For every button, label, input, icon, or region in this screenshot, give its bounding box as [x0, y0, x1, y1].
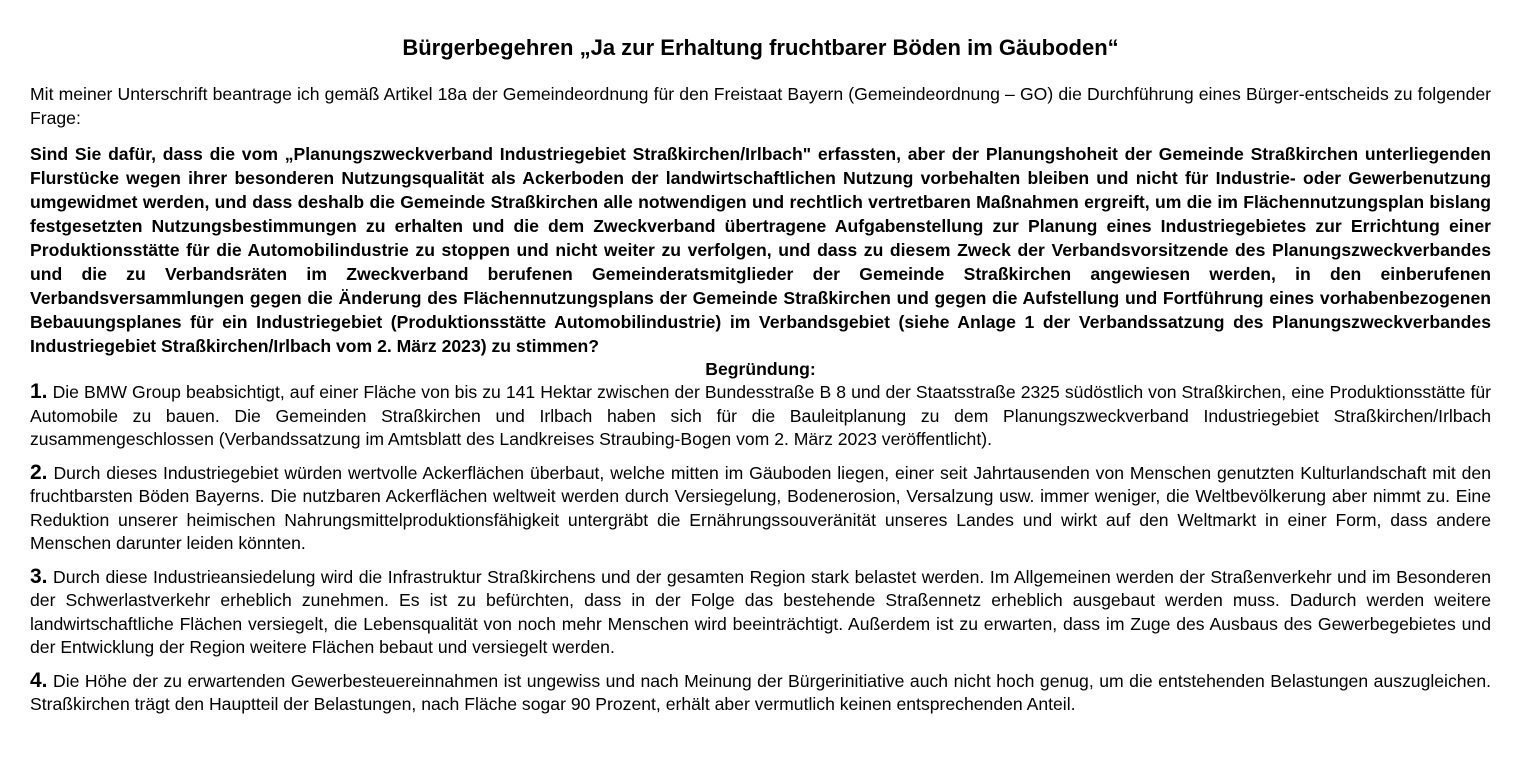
reason-text: Die Höhe der zu erwartenden Gewerbesteuereinnahmen ist ungewiss und nach Meinung der Bürgerinitiative auch nicht hoch genug, um die entstehenden Belastungen auszugleichen. Straßkirchen trägt den Hauptteil der Belastungen, nach Fläche sogar 90 Prozent, erhält aber vermutlich keinen entsprechenden Anteil.	[30, 670, 1491, 714]
reason-text: Durch dieses Industriegebiet würden wertvolle Ackerflächen überbaut, welche mitten im Gäuboden liegen, einer seit Jahrtausenden von Menschen genutzten Kulturlandschaft mit den fruchtbarsten Böden Bayerns. Die nutzbaren Ackerflächen weltweit werden durch Versiegelung, Bodenerosion, Versalzung usw. immer weniger, die Weltbevölkerung aber nimmt zu. Eine Reduktion unserer heimischen Nahrungsmittelproduktionsfähigkeit untergräbt die Ernährungssouveränität unseres Landes und wirkt auf den Weltmarkt in einer Form, dass andere Menschen darunter leiden könnten.	[30, 462, 1491, 553]
reason-number: 2.	[30, 460, 48, 484]
reason-paragraph	[30, 461, 1491, 556]
reason-paragraph	[30, 380, 1491, 452]
intro-paragraph: Mit meiner Unterschrift beantrage ich gemäß Artikel 18a der Gemeindeordnung für den Freistaat Bayern (Gemeindeordnung – GO) die Durchführung eines Bürger-entscheids zu folgender Frage:	[30, 84, 1491, 128]
reason-number: 3.	[30, 564, 48, 588]
reasons-heading: Begründung:	[705, 359, 816, 379]
reason-paragraph	[30, 669, 1491, 717]
reason-text: Durch diese Industrieansiedelung wird die Infrastruktur Straßkirchens und der gesamten Region stark belastet werden. Im Allgemeinen werden der Straßenverkehr und im Besonderen der Schwerlastverkehr erheblich zunehmen. Es ist zu befürchten, dass in der Folge das bestehende Straßennetz erheblich ausgebaut werden muss. Dadurch werden weitere landwirtschaftliche Flächen versiegelt, die Lebensqualität von noch mehr Menschen wird beeinträchtigt. Außerdem ist zu erwarten, dass im Zuge des Ausbaus des Gewerbegebietes und der Entwicklung der Region weitere Flächen bebaut und versiegelt werden.	[30, 566, 1491, 657]
document-title: Bürgerbegehren „Ja zur Erhaltung fruchtbarer Böden im Gäuboden“	[402, 35, 1119, 60]
reason-text: Die BMW Group beabsichtigt, auf einer Fläche von bis zu 141 Hektar zwischen der Bundesstraße B 8 und der Staatsstraße 2325 südöstlich von Straßkirchen, eine Produktionsstätte für Automobile zu bauen. Die Gemeinden Straßkirchen und Irlbach haben sich für die Bauleitplanung zu dem Planungszweckverband Industriegebiet Straßkirchen/Irlbach zusammengeschlossen (Verbandssatzung im Amtsblatt des Landkreises Straubing-Bogen vom 2. März 2023 veröffentlicht).	[30, 382, 1492, 449]
referendum-question: Sind Sie dafür, dass die vom „Planungszweckverband Industriegebiet Straßkirchen/Irlbach" erfassten, aber der Planungshoheit der Gemeinde Straßkirchen unterliegenden Flurstücke wegen ihrer besonderen Nutzungsqualität als Ackerboden der landwirtschaftlichen Nutzung vorbehalten bleiben und nicht für Industrie- oder Gewerbenutzung umgewidmet werden, und dass deshalb die Gemeinde Straßkirchen alle notwendigen und rechtlich vertretbaren Maßnahmen ergreift, um die im Flächennutzungsplan bislang festgesetzten Nutzungsbestimmungen zu erhalten und die dem Zweckverband übertragene Aufgabenstellung zur Planung eines Industriegebietes zur Errichtung einer Produktionsstätte für die Automobilindustrie zu stoppen und nicht weiter zu verfolgen, und dass zu diesem Zweck der Verbandsvorsitzende des Planungszweckverbandes und die zu Verbandsräten im Zweckverband berufenen Gemeinderatsmitglieder der Gemeinde Straßkirchen angewiesen werden, in den einberufenen Verbandsversammlungen gegen die Änderung des Flächennutzungsplans der Gemeinde Straßkirchen und gegen die Aufstellung und Fortführung eines vorhabenbezogenen Bebauungsplanes für ein Industriegebiet (Produktionsstätte Automobilindustrie) im Verbandsgebiet (siehe Anlage 1 der Verbandssatzung des Planungszweckverbandes Industriegebiet Straßkirchen/Irlbach vom 2. März 2023) zu stimmen?	[30, 144, 1491, 356]
reason-number: 1.	[30, 380, 48, 403]
reason-paragraph	[30, 565, 1491, 660]
reason-number: 4.	[30, 668, 48, 692]
